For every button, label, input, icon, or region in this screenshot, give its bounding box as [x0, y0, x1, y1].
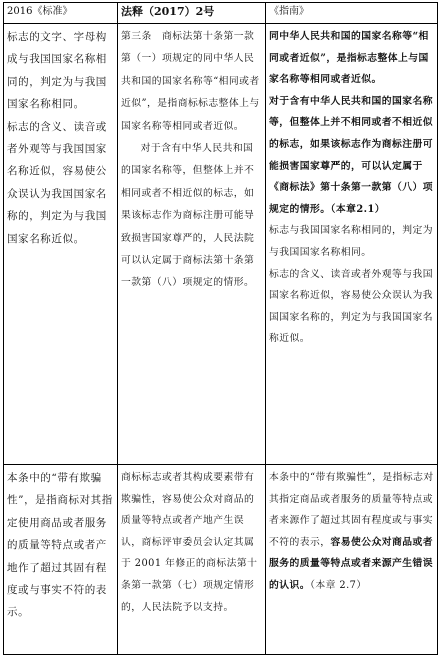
- guide-national-dignity-text: 对于含有中华人民共和国的国家名称等，但整体上并不相同或者不相近似的标志，如果该标志作为商标注册可能损害国家尊严的，可以认定属于《商标法》第十条第一款第（八）项规定的情形。（本章2.1）: [269, 95, 433, 215]
- interpretation-national-dignity-text: 对于含有中华人民共和国的国家名称等，但整体上并不相同或者不相近似的标志，如果该标志作为商标注册可能导致损害国家尊严的，人民法院可以认定属于商标法第十条第一款第（八）项规定的情形。: [121, 143, 255, 289]
- interpretation-deceptive-text: 商标标志或者其构成要素带有欺骗性，容易使公众对商品的质量等特点或者产地产生误认，商标评审委员会认定其属于 2001 年修正的商标法第十条第一款第（七）项规定情形的，人民法院予以支持。: [121, 472, 258, 613]
- guide-deceptive-text: [269, 467, 434, 597]
- cell-interpretation-article-3: [118, 24, 266, 465]
- guide-deceptive-plain: 本条中的“带有欺骗性”，是指标志对其指定商品或者服务的质量等特点或者来源作了超过其固有程度或与事实不符的表示，: [269, 472, 434, 548]
- cell-standard-deceptive: [4, 465, 118, 655]
- cell-interpretation-deceptive: [118, 465, 266, 655]
- standard-national-name-text: 标志的文字、字母构成与我国国家名称相同的，判定为与我国国家名称相同。 标志的含义、读音或者外观等与我国国家名称近似，容易使公众误认为我国国家名称的，判定为与我国国家名称近似。: [7, 31, 107, 245]
- cell-guide-deceptive: [266, 465, 438, 655]
- cell-guide-national-name: [266, 24, 438, 465]
- guide-deceptive-bold: 容易使公众对商品或者服务的质量等特点或者来源产生错误的认识。: [269, 536, 433, 591]
- table-row: [4, 465, 438, 655]
- guide-identical-similar-text: 同中华人民共和国的国家名称等“相同或者近似”，是指标志整体上与国家名称等相同或者近似。: [269, 31, 429, 86]
- header-judicial-interpretation: 法释（2017）2号: [118, 3, 266, 24]
- guide-similar-judgment-text: 标志的含义、读音或者外观等与我国国家名称近似，容易使公众误认为我国国家名称的，判定为与我国国家名称近似。: [269, 268, 433, 345]
- header-row: [4, 3, 438, 24]
- standard-deceptive-text: 本条中的“带有欺骗性”，是指商标对其指定使用商品或者服务的质量等特点或者产地作了超过其固有程度或与事实不符的表示。: [7, 472, 113, 619]
- comparison-table: [3, 2, 438, 655]
- guide-identical-judgment-text: 标志与我国国家名称相同的，判定为与我国国家名称相同。: [269, 225, 433, 258]
- interpretation-article-3-text: 第三条 商标法第十条第一款第（一）项规定的同中华人民共和国的国家名称等“相同或者近似”，是指商标标志整体上与国家名称等相同或者近似。: [121, 31, 260, 132]
- guide-deceptive-ref: （本章 2.7）: [310, 579, 367, 591]
- header-guide: 《指南》: [266, 3, 438, 24]
- cell-standard-national-name: [4, 24, 118, 465]
- table-row: [4, 24, 438, 465]
- header-standard-2016: 2016《标准》: [4, 3, 118, 24]
